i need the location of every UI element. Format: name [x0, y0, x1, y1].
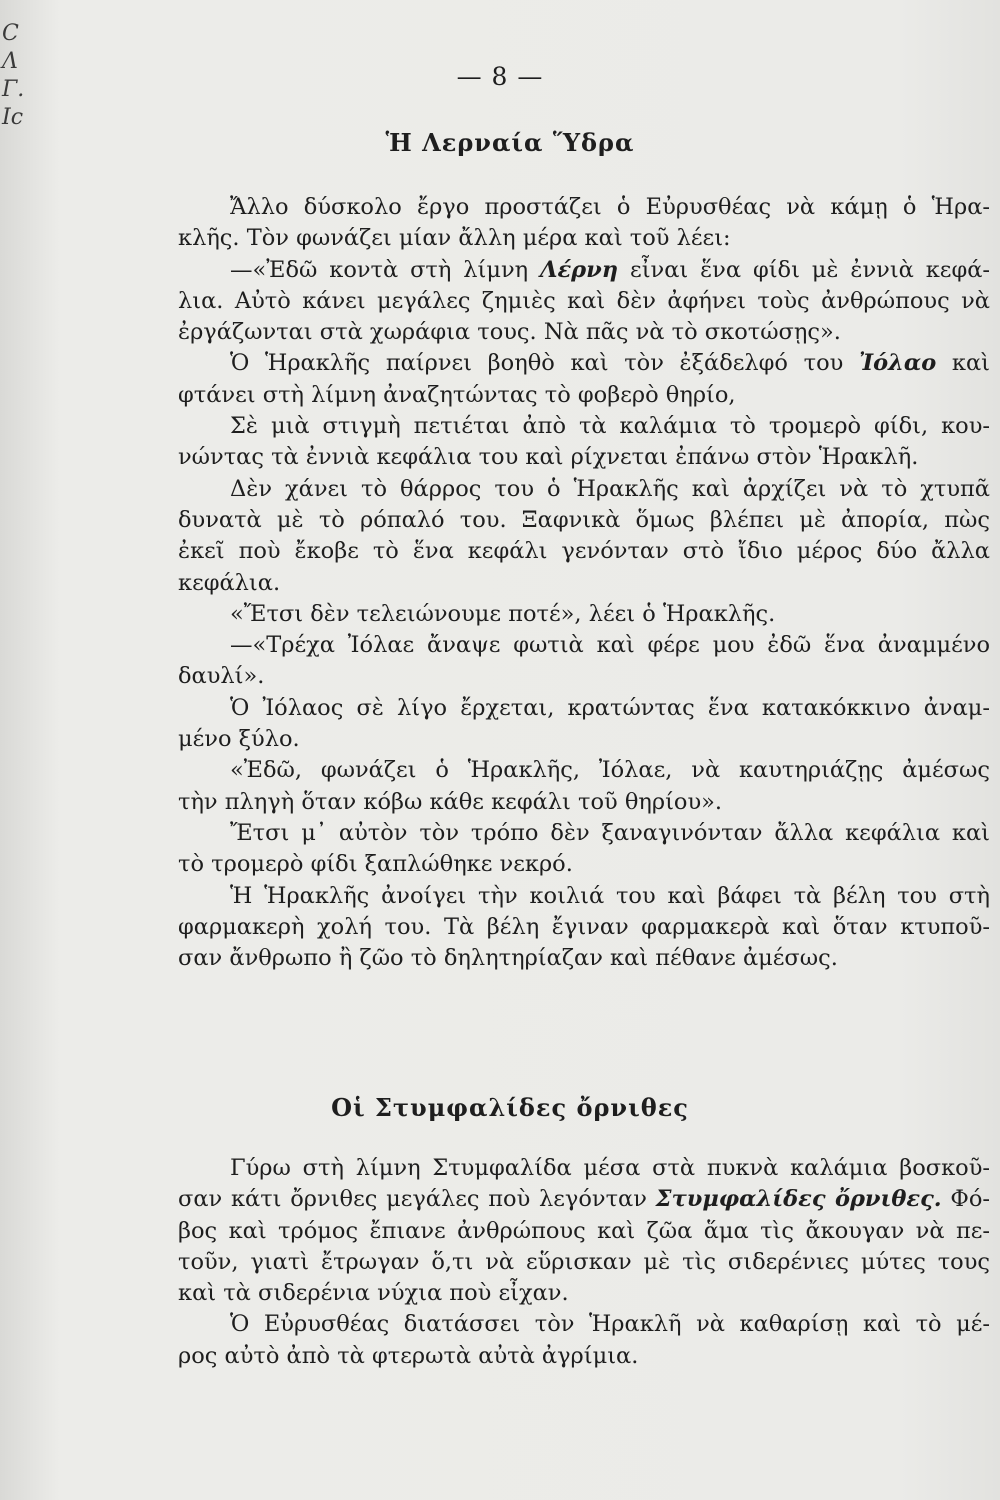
line-text: δυνατὰ μὲ τὸ ρόπαλό του. Ξαφνικὰ ὅμως βλέπει μὲ ἀπορία, πὼς	[178, 506, 990, 533]
text-line	[178, 693, 990, 724]
line-text: σαν κάτι ὄρνιθες μεγάλες ποὺ λεγόνταν	[178, 1186, 647, 1213]
text-line	[178, 1247, 990, 1278]
section-title-stymphalian-birds: Οἱ Στυμφαλίδες ὄρνιθες	[331, 1093, 689, 1122]
page-number: — 8 —	[456, 62, 544, 91]
section-title-lernaean-hydra: Ἡ Λερναία Ὕδρα	[385, 128, 635, 157]
line-text: «Ἐδῶ, φωνάζει ὁ Ἡρακλῆς, Ἰόλαε, νὰ καυτηριάζῃς ἀμέσως	[230, 757, 990, 784]
line-text: ἐργάζωνται στὰ χωράφια τους. Νὰ πᾶς νὰ τὸ σκοτώσῃς».	[178, 319, 841, 346]
line-text: βος καὶ τρόμος ἔπιανε ἀνθρώπους καὶ ζῶα ἅμα τὶς ἄκουγαν νὰ πε-	[178, 1217, 990, 1244]
line-text: λια. Αὐτὸ κάνει μεγάλες ζημιὲς καὶ δὲν ἀφήνει τοὺς ἀνθρώπους νὰ	[178, 287, 990, 314]
line-text: δαυλί».	[178, 663, 265, 690]
text-line	[178, 787, 990, 818]
line-text: Ἔτσι μ᾽ αὐτὸν τὸν τρόπο δὲν ξαναγινόνταν ἄλλα κεφάλια καὶ	[230, 819, 990, 846]
line-text: κλῆς. Τὸν φωνάζει μίαν ἄλλη μέρα καὶ τοῦ λέει:	[178, 225, 731, 252]
text-line	[178, 881, 990, 912]
line-text-after: καὶ	[951, 350, 990, 377]
line-text: τὴν πληγὴ ὅταν κόβω κάθε κεφάλι τοῦ θηρίου».	[178, 788, 723, 815]
emphasized-term: Ἰόλαο	[858, 350, 937, 377]
line-text: ἐκεῖ ποὺ ἔκοβε τὸ ἕνα κεφάλι γενόνταν στὸ ἴδιο μέρος δύο ἄλλα	[178, 538, 990, 565]
line-text: Ἡ Ἡρακλῆς ἀνοίγει τὴν κοιλιά του καὶ βάφει τὰ βέλη του στὴ	[230, 882, 990, 909]
margin-mark: Λ	[2, 49, 18, 74]
text-line	[178, 505, 990, 536]
line-text-after: εἶναι ἕνα φίδι μὲ ἐννιὰ κεφά-	[630, 256, 991, 283]
text-line	[178, 380, 990, 411]
line-text: νώντας τὰ ἐννιὰ κεφάλια του καὶ ρίχνεται ἐπάνω στὸν Ἡρακλῆ.	[178, 444, 919, 471]
line-text: Ἄλλο δύσκολο ἔργο προστάζει ὁ Εὐρυσθέας νὰ κάμῃ ὁ Ἡρα-	[230, 194, 990, 220]
text-line	[178, 411, 990, 442]
text-line	[178, 661, 990, 692]
text-line	[178, 536, 990, 567]
line-text-after: Φό-	[950, 1186, 990, 1213]
line-text: Ὁ Ἡρακλῆς παίρνει βοηθὸ καὶ τὸν ἐξάδελφό του	[230, 350, 844, 377]
text-line	[178, 192, 990, 223]
text-line	[178, 849, 990, 880]
text-line	[178, 1153, 990, 1184]
text-line	[178, 348, 990, 379]
line-text: Ὁ Ἰόλαος σὲ λίγο ἔρχεται, κρατώντας ἕνα κατακόκκινο ἀναμ-	[230, 694, 990, 721]
line-text: Ὁ Εὐρυσθέας διατάσσει τὸν Ἡρακλῆ νὰ καθαρίσῃ καὶ τὸ μέ-	[230, 1311, 990, 1338]
line-text: —«Τρέχα Ἰόλαε ἄναψε φωτιὰ καὶ φέρε μου ἐδῶ ἕνα ἀναμμένο	[230, 632, 990, 659]
line-text: «Ἔτσι δὲν τελειώνουμε ποτέ», λέει ὁ Ἡρακλῆς.	[230, 600, 776, 627]
line-text: τοῦν, γιατὶ ἔτρωγαν ὅ,τι νὰ εὕρισκαν μὲ τὶς σιδερένιες μύτες τους	[178, 1248, 990, 1275]
text-line	[178, 724, 990, 755]
line-text: ρος αὐτὸ ἀπὸ τὰ φτερωτὰ αὐτὰ ἀγρίμια.	[178, 1342, 639, 1369]
margin-mark: C	[2, 21, 19, 46]
line-text: μένο ξύλο.	[178, 726, 300, 753]
text-line	[178, 1184, 990, 1215]
line-text: καὶ τὰ σιδερένια νύχια ποὺ εἶχαν.	[178, 1280, 569, 1307]
text-line	[178, 474, 990, 505]
line-text: τὸ τρομερὸ φίδι ξαπλώθηκε νεκρό.	[178, 851, 573, 878]
emphasized-term: Στυμφαλίδες ὄρνιθες.	[655, 1186, 942, 1213]
text-line	[178, 255, 990, 286]
line-text: Δὲν χάνει τὸ θάρρος του ὁ Ἡρακλῆς καὶ ἀρχίζει νὰ τὸ χτυπᾶ	[230, 475, 990, 502]
text-line	[178, 1341, 990, 1372]
text-line	[178, 286, 990, 317]
text-line	[178, 755, 990, 786]
margin-mark: Γ.	[2, 77, 25, 102]
text-line	[178, 442, 990, 473]
text-line	[178, 630, 990, 661]
margin-mark: Ic	[2, 105, 24, 130]
text-line	[178, 1216, 990, 1247]
text-line	[178, 943, 990, 974]
text-line	[178, 223, 990, 254]
line-text: Γύρω στὴ λίμνη Στυμφαλίδα μέσα στὰ πυκνὰ καλάμια βοσκοῦ-	[230, 1155, 990, 1181]
line-text: Σὲ μιὰ στιγμὴ πετιέται ἀπὸ τὰ καλάμια τὸ τρομερὸ φίδι, κου-	[230, 413, 990, 440]
line-text: κεφάλια.	[178, 569, 281, 596]
section-body-lernaean-hydra	[178, 192, 990, 974]
line-text: φτάνει στὴ λίμνη ἀναζητώντας τὸ φοβερὸ θηρίο,	[178, 381, 736, 408]
text-line	[178, 818, 990, 849]
text-line	[178, 568, 990, 599]
line-text: —«Ἐδῶ κοντὰ στὴ λίμνη	[230, 256, 529, 283]
line-text: σαν ἄνθρωπο ἢ ζῶο τὸ δηλητηρίαζαν καὶ πέθανε ἀμέσως.	[178, 945, 838, 972]
emphasized-term: Λέρνη	[540, 256, 619, 283]
text-line	[178, 1309, 990, 1340]
section-body-stymphalian-birds	[178, 1153, 990, 1372]
text-line	[178, 912, 990, 943]
line-text: φαρμακερὴ χολή του. Τὰ βέλη ἔγιναν φαρμακερὰ καὶ ὅταν κτυποῦ-	[178, 913, 990, 940]
text-line	[178, 599, 990, 630]
text-line	[178, 1278, 990, 1309]
text-line	[178, 317, 990, 348]
